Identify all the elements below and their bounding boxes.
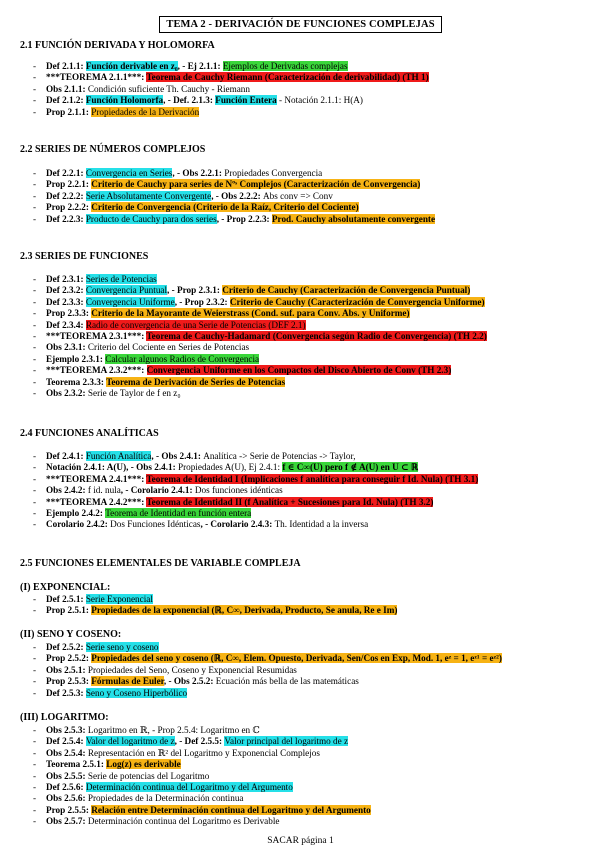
item-text: Logaritmo en ℝ, - Prop 2.5.4: Logaritmo en ℂ [87, 725, 260, 735]
highlighted-text: Producto de Cauchy para dos series [85, 213, 217, 224]
item-text: , - Ej 2.1.1: [177, 61, 223, 71]
highlighted-text: Serie Exponencial [85, 594, 153, 604]
highlighted-text: Series de Potencias [85, 274, 157, 284]
highlighted-text: Propiedades de la exponencial (ℝ, C∞, Derivada, Producto, Se anula, Re e Im) [91, 605, 398, 616]
list-item [33, 95, 429, 106]
item-text: Obs 2.5.4: [46, 747, 88, 758]
item-text: , - Prop 2.3.2: [174, 296, 230, 307]
item-text: Teorema 2.5.1: [46, 759, 107, 770]
list-item [33, 605, 397, 616]
item-text: Def 2.5.3: [46, 687, 86, 698]
item-text: , - Prop 2.2.3: [216, 213, 272, 224]
item-text: Teorema 2.3.3: [46, 376, 107, 387]
list-2-1 [33, 61, 429, 118]
item-text: Def 2.3.3: [46, 296, 86, 307]
highlighted-text: Log(z) es derivable [106, 759, 181, 770]
list-item [33, 508, 478, 519]
page-title: TEMA 2 - DERIVACIÓN DE FUNCIONES COMPLEJAS [159, 16, 441, 33]
item-text: ***TEOREMA 2.4.2***: [46, 496, 147, 507]
item-text: Obs 2.5.3: [46, 725, 88, 735]
title-container [0, 14, 601, 33]
item-text: Obs 2.4.2: [46, 485, 88, 496]
highlighted-text: Fórmulas de Euler [91, 676, 164, 687]
list-item [33, 72, 429, 83]
list-item [33, 179, 435, 190]
highlighted-text: Relación entre Determinación continua del Logaritmo y del Argumento [91, 804, 371, 815]
list-item [33, 736, 371, 747]
item-text: Obs 2.1.1: [46, 83, 88, 94]
item-text: Def 2.3.2: [46, 285, 86, 296]
highlighted-text: Criterio de Cauchy (Caracterización de Convergencia Puntual) [222, 285, 471, 296]
item-text: Def 2.1.1: [46, 61, 86, 71]
list-item [33, 642, 502, 653]
subheading-seno-coseno: (II) SENO Y COSENO: [20, 629, 122, 640]
item-text: ***TEOREMA 2.3.1***: [46, 330, 147, 341]
item-text: Prop 2.5.3: [46, 676, 92, 687]
list-item [33, 474, 478, 485]
section-heading-2-3: 2.3 SERIES DE FUNCIONES [20, 251, 149, 262]
item-text: Def 2.2.2: [46, 190, 86, 201]
highlighted-text: Teorema de Identidad en función entera [105, 507, 252, 518]
item-text: , - Obs 2.2.1: [172, 168, 225, 178]
list-item [33, 61, 429, 72]
section-heading-2-5: 2.5 FUNCIONES ELEMENTALES DE VARIABLE COMPLEJA [20, 558, 301, 569]
highlighted-text: Convergencia en Series [85, 168, 173, 178]
list-item [33, 816, 371, 827]
item-text: Def 2.5.2: [46, 642, 86, 652]
item-text: Dos funciones idénticas [194, 485, 283, 496]
list-item [33, 771, 371, 782]
item-text: Def 2.5.6: [46, 781, 86, 792]
highlighted-text: Teorema de Cauchy-Hadamard (Convergencia según Radio de Convergencia) (TH 2.2) [146, 330, 487, 341]
highlighted-text: Criterio de Cauchy (Caracterización de Convergencia Uniforme) [229, 296, 485, 307]
highlighted-text: Convergencia Uniforme en los Compactos del Disco Abierto de Conv (TH 2.3) [146, 365, 452, 376]
list-item [33, 84, 429, 95]
list-item [33, 214, 435, 225]
list-item [33, 676, 502, 687]
item-text: Prop 2.5.1: [46, 605, 92, 616]
item-text: Th. Identidad a la inversa [274, 519, 369, 530]
item-text: Prop 2.5.5: [46, 804, 92, 815]
highlighted-text: Criterio de Convergencia (Criterio de la Raíz, Criterio del Cociente) [91, 202, 359, 213]
item-text: , - Corolario 2.4.1: [120, 485, 195, 496]
list-2-3 [33, 274, 487, 399]
item-text: Prop 2.2.1: [46, 179, 92, 190]
item-text: Prop 2.2.2: [46, 202, 92, 213]
item-text: Def 2.5.1: [46, 594, 86, 604]
item-text: Prop 2.1.1: [46, 106, 92, 117]
item-text: Prop 2.5.2: [46, 653, 92, 664]
list-item [33, 285, 487, 296]
highlighted-text: Radio de convergencia de una Serie de Potencias (DEF 2.1) [85, 319, 306, 330]
item-text: Prop 2.3.3: [46, 308, 92, 319]
item-text: Analítica -> Serie de Potencias -> Taylor, [203, 451, 356, 461]
item-text: , - Def 2.5.5: [174, 736, 225, 747]
list-item [33, 308, 487, 319]
highlighted-text: Convergencia Uniforme [85, 296, 175, 307]
item-text: Ejemplo 2.4.2: [46, 507, 106, 518]
highlighted-text: Función Entera [215, 95, 277, 106]
item-text: Def 2.3.1: [46, 274, 86, 284]
list-item [33, 377, 487, 388]
highlighted-text: Valor del logaritmo de z [85, 736, 175, 747]
list-item [33, 297, 487, 308]
item-text: Ejemplo 2.3.1: [46, 353, 106, 364]
item-text: Serie de potencias del Logaritmo [87, 770, 210, 781]
item-text: , - Def. 2.1.3: [163, 95, 216, 106]
highlighted-text: Seno y Coseno Hiperbólico [85, 687, 188, 698]
highlighted-text: f ∈ C∞(U) pero f ∉ A(U) en U ⊂ ℝ [282, 462, 419, 473]
list-item [33, 365, 487, 376]
list-item [33, 793, 371, 804]
item-text: , - Corolario 2.4.3: [200, 519, 275, 530]
list-item [33, 594, 397, 605]
list-item [33, 462, 478, 473]
item-text: Def 2.1.2: [46, 95, 86, 106]
item-text: Obs 2.5.5: [46, 770, 88, 781]
section-heading-2-1: 2.1 FUNCIÓN DERIVADA Y HOLOMORFA [20, 40, 215, 51]
item-text: Def 2.5.4: [46, 736, 86, 747]
item-text: Obs 2.5.6: [46, 793, 88, 804]
list-item [33, 168, 435, 179]
item-text: ***TEOREMA 2.3.2***: [46, 365, 147, 376]
highlighted-text: Teorema de Identidad II (f Analítica + Sucesiones para Id. Nula) (TH 3.2) [146, 496, 434, 507]
list-item [33, 805, 371, 816]
highlighted-text: Función derivable en z₀ [85, 61, 178, 71]
list-2-2 [33, 168, 435, 225]
list-item [33, 688, 502, 699]
item-text: Def 2.3.4: [46, 319, 86, 330]
item-text: Abs conv => Conv [263, 190, 333, 201]
list-item [33, 107, 429, 118]
item-text: Criterio del Cociente en Series de Potencias [87, 342, 250, 353]
highlighted-text: Ejemplos de Derivadas complejas [222, 61, 348, 71]
highlighted-text: Criterio de Cauchy para series de Nºˢ Complejos (Caracterización de Convergencia) [91, 179, 421, 190]
item-text: Determinación continua del Logaritmo es Derivable [87, 816, 280, 827]
item-text: ***TEOREMA 2.4.1***: [46, 473, 147, 484]
item-text: Def 2.2.3: [46, 213, 86, 224]
highlighted-text: Función Holomorfa [85, 95, 164, 106]
list-seno-coseno [33, 642, 502, 699]
item-text: Condición suficiente Th. Cauchy - Riemann [87, 83, 250, 94]
highlighted-text: Función Analítica [85, 451, 152, 461]
section-heading-2-4: 2.4 FUNCIONES ANALÍTICAS [20, 428, 159, 439]
item-text: Serie de Taylor de f en z₀ [87, 387, 181, 398]
highlighted-text: Propiedades de la Derivación [91, 106, 200, 117]
list-logaritmo [33, 725, 371, 828]
list-item [33, 320, 487, 331]
item-text: Propiedades del Seno, Coseno y Exponencial Resumidas [87, 664, 297, 675]
list-item [33, 191, 435, 202]
highlighted-text: Teorema de Derivación de Series de Potencias [106, 376, 286, 387]
highlighted-text: Determinación continua del Logaritmo y del Argumento [85, 781, 293, 792]
section-heading-2-2: 2.2 SERIES DE NÚMEROS COMPLEJOS [20, 144, 206, 155]
item-text: Def 2.2.1: [46, 168, 86, 178]
item-text: Obs 2.5.1: [46, 664, 88, 675]
item-text: Representación en ℝ² del Logaritmo y Exponencial Complejos [87, 747, 320, 758]
highlighted-text: Teorema de Cauchy Riemann (Caracterización de derivabilidad) (TH 1) [146, 72, 429, 83]
item-text: Def 2.4.1: [46, 451, 86, 461]
list-item [33, 782, 371, 793]
list-item [33, 202, 435, 213]
item-text: , - Obs 2.2.2: [211, 190, 263, 201]
item-text: , - Obs 2.4.1: [126, 462, 178, 473]
item-text: , - Obs 2.4.1: [151, 451, 204, 461]
item-text: Obs 2.3.1: [46, 342, 88, 353]
item-text: ***TEOREMA 2.1.1***: [46, 72, 147, 83]
list-item [33, 759, 371, 770]
list-item [33, 342, 487, 353]
highlighted-text: Valor principal del logaritmo de z [224, 736, 349, 747]
highlighted-text: Prod. Cauchy absolutamente convergente [271, 213, 436, 224]
list-item [33, 725, 371, 736]
item-text: , - Obs 2.5.2: [163, 676, 216, 687]
list-2-4 [33, 451, 478, 531]
list-item [33, 665, 502, 676]
item-text: - Notación 2.1.1: H(A) [276, 95, 363, 106]
list-item [33, 274, 487, 285]
subheading-exponencial: (I) EXPONENCIAL: [20, 582, 111, 593]
highlighted-text: Calcular algunos Radios de Convergencia [105, 353, 260, 364]
list-item [33, 653, 502, 664]
list-item [33, 497, 478, 508]
item-text: Propiedades Convergencia [224, 168, 323, 178]
list-item [33, 354, 487, 365]
list-item [33, 451, 478, 462]
list-item [33, 485, 478, 496]
item-text: Dos Funciones Idénticas [110, 519, 201, 530]
highlighted-text: Teorema de Identidad I (Implicaciones f analítica para conseguir f Id. Nula) (TH 3.1) [146, 473, 479, 484]
item-text: Ecuación más bella de las matemáticas [215, 676, 359, 687]
list-exponencial [33, 594, 397, 617]
highlighted-text: Serie seno y coseno [85, 642, 159, 652]
list-item [33, 331, 487, 342]
page-footer: SACAR página 1 [267, 836, 334, 846]
list-item [33, 388, 487, 399]
subheading-logaritmo: (III) LOGARITMO: [20, 712, 109, 723]
item-text: f id. nula [87, 485, 121, 496]
item-text: Propiedades A(U), Ej 2.4.1: [177, 462, 283, 473]
highlighted-text: Propiedades del seno y coseno (ℝ, C∞, Elem. Opuesto, Derivada, Sen/Cos en Exp, Mod. 1, eᶻ = 1, eᶻ¹ = eᶻ²) [91, 653, 502, 664]
highlighted-text: Serie Absolutamente Convergente [85, 190, 212, 201]
list-item [33, 748, 371, 759]
list-item [33, 519, 478, 530]
highlighted-text: Convergencia Puntual [85, 285, 168, 296]
item-text: Obs 2.5.7: [46, 816, 88, 827]
item-text: , - Prop 2.3.1: [167, 285, 223, 296]
item-text: Obs 2.3.2: [46, 387, 88, 398]
item-text: Propiedades de la Determinación continua [87, 793, 244, 804]
item-text: Corolario 2.4.2: [46, 519, 111, 530]
highlighted-text: Criterio de la Mayorante de Weierstrass (Cond. suf. para Conv. Abs. y Uniforme) [91, 308, 410, 319]
item-text: Notación 2.4.1: A(U) [46, 462, 127, 473]
